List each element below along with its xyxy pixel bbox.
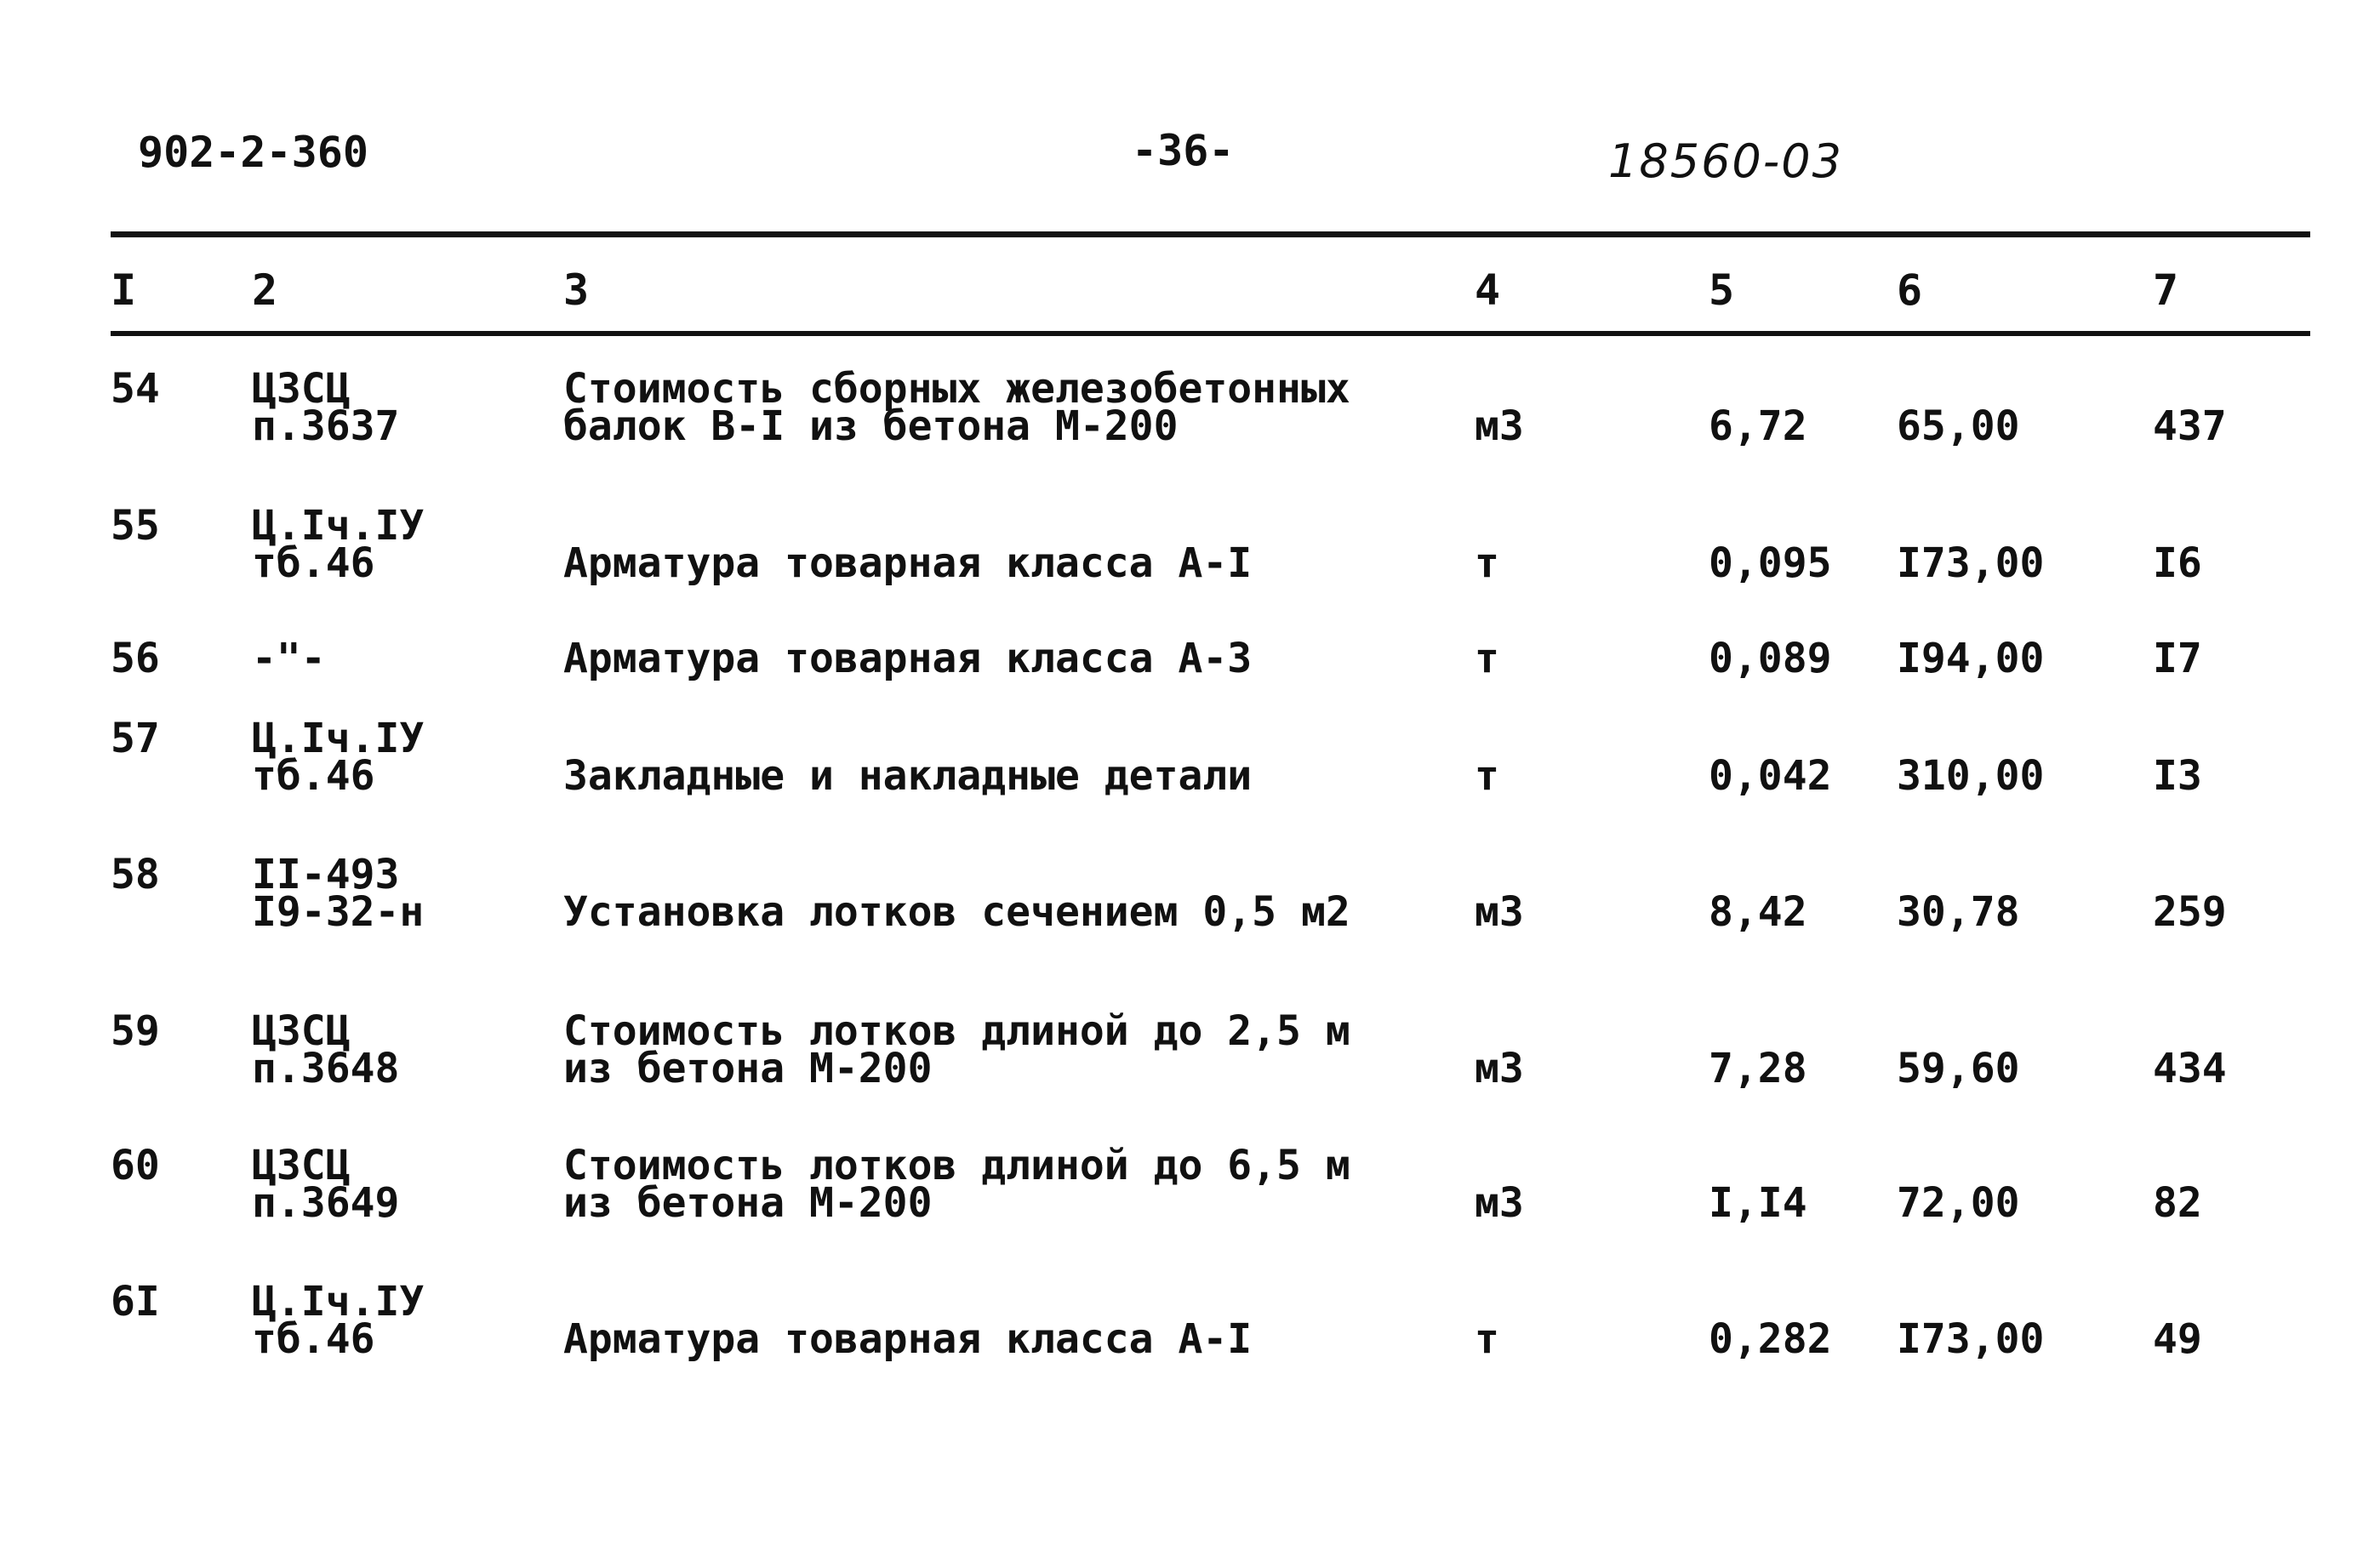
row-description-line2: Закладные и накладные детали xyxy=(563,752,1253,800)
row-unit: т xyxy=(1475,635,1499,682)
row-description-line2: Арматура товарная класса А-I xyxy=(563,539,1253,587)
row-reference-line1: ЦЗСЦ xyxy=(252,365,351,413)
row-number: 55 xyxy=(111,502,160,550)
row-description-line1: Стоимость лотков длиной до 2,5 м xyxy=(563,1007,1350,1055)
column-header-1: I xyxy=(111,265,137,315)
row-unit: м3 xyxy=(1475,402,1524,450)
row-number: 54 xyxy=(111,365,160,413)
row-unit: т xyxy=(1475,752,1499,800)
project-number: 18560-03 xyxy=(1608,134,1843,188)
row-quantity: 0,042 xyxy=(1709,752,1832,800)
row-reference-line2: тб.46 xyxy=(252,1315,375,1363)
row-reference-line2: тб.46 xyxy=(252,752,375,800)
row-reference-line1: II-493 xyxy=(252,851,400,898)
table-header-rule xyxy=(111,331,2310,336)
row-description-line2: из бетона М-200 xyxy=(563,1179,933,1227)
table-top-rule xyxy=(111,231,2310,237)
row-unit-price: 30,78 xyxy=(1897,888,2020,936)
row-reference-line1: Ц.Iч.IУ xyxy=(252,502,425,550)
row-unit-price: 65,00 xyxy=(1897,402,2020,450)
page-number: -36- xyxy=(1132,126,1235,175)
row-description-line1: Стоимость лотков длиной до 6,5 м xyxy=(563,1142,1350,1189)
row-quantity: 0,282 xyxy=(1709,1315,1832,1363)
row-description-line2: Арматура товарная класса А-3 xyxy=(563,635,1253,682)
row-reference-line1: -"- xyxy=(252,635,326,682)
row-number: 6I xyxy=(111,1278,160,1326)
row-description-line2: Установка лотков сечением 0,5 м2 xyxy=(563,888,1350,936)
row-unit-price: I94,00 xyxy=(1897,635,2045,682)
row-number: 58 xyxy=(111,851,160,898)
row-reference-line2: п.3649 xyxy=(252,1179,400,1227)
document-code: 902-2-360 xyxy=(138,128,368,177)
column-header-4: 4 xyxy=(1475,265,1501,315)
row-reference-line2: п.3637 xyxy=(252,402,400,450)
row-reference-line1: ЦЗСЦ xyxy=(252,1007,351,1055)
row-quantity: 7,28 xyxy=(1709,1045,1807,1092)
column-header-5: 5 xyxy=(1709,265,1735,315)
row-total: I7 xyxy=(2153,635,2202,682)
row-unit-price: 72,00 xyxy=(1897,1179,2020,1227)
row-description-line2: из бетона М-200 xyxy=(563,1045,933,1092)
row-unit-price: I73,00 xyxy=(1897,1315,2045,1363)
row-quantity: 0,095 xyxy=(1709,539,1832,587)
column-header-2: 2 xyxy=(252,265,278,315)
row-total: 437 xyxy=(2153,402,2227,450)
row-unit: м3 xyxy=(1475,888,1524,936)
row-quantity: 0,089 xyxy=(1709,635,1832,682)
row-number: 56 xyxy=(111,635,160,682)
row-total: 82 xyxy=(2153,1179,2202,1227)
row-reference-line2: I9-32-н xyxy=(252,888,425,936)
row-total: I6 xyxy=(2153,539,2202,587)
row-unit-price: 59,60 xyxy=(1897,1045,2020,1092)
row-quantity: I,I4 xyxy=(1709,1179,1807,1227)
row-description-line1: Стоимость сборных железобетонных xyxy=(563,365,1350,413)
row-quantity: 8,42 xyxy=(1709,888,1807,936)
row-total: 434 xyxy=(2153,1045,2227,1092)
row-reference-line2: тб.46 xyxy=(252,539,375,587)
row-unit-price: I73,00 xyxy=(1897,539,2045,587)
row-unit: м3 xyxy=(1475,1179,1524,1227)
row-quantity: 6,72 xyxy=(1709,402,1807,450)
row-total: 49 xyxy=(2153,1315,2202,1363)
row-reference-line1: ЦЗСЦ xyxy=(252,1142,351,1189)
row-unit: т xyxy=(1475,539,1499,587)
row-unit-price: 310,00 xyxy=(1897,752,2045,800)
row-description-line2: балок В-I из бетона М-200 xyxy=(563,402,1179,450)
row-description-line2: Арматура товарная класса А-I xyxy=(563,1315,1253,1363)
row-number: 59 xyxy=(111,1007,160,1055)
row-total: 259 xyxy=(2153,888,2227,936)
row-unit: т xyxy=(1475,1315,1499,1363)
column-header-7: 7 xyxy=(2153,265,2179,315)
row-reference-line1: Ц.Iч.IУ xyxy=(252,1278,425,1326)
row-number: 60 xyxy=(111,1142,160,1189)
row-reference-line2: п.3648 xyxy=(252,1045,400,1092)
row-reference-line1: Ц.Iч.IУ xyxy=(252,715,425,762)
row-total: I3 xyxy=(2153,752,2202,800)
column-header-6: 6 xyxy=(1897,265,1923,315)
column-header-3: 3 xyxy=(563,265,590,315)
row-number: 57 xyxy=(111,715,160,762)
row-unit: м3 xyxy=(1475,1045,1524,1092)
